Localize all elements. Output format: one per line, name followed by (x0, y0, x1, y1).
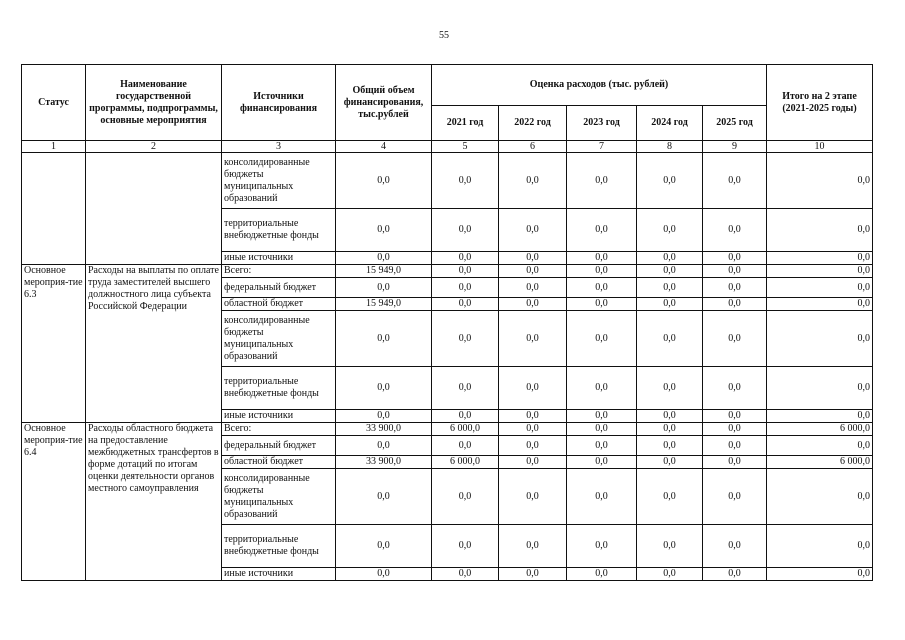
column-number: 4 (336, 141, 432, 153)
year-cell: 0,0 (432, 568, 499, 581)
header-name: Наименование государственной программы, подпрограммы, основные мероприятия (86, 65, 222, 141)
year-cell: 0,0 (637, 423, 703, 436)
stage-total-cell: 0,0 (767, 525, 873, 568)
name-cell-empty (86, 153, 222, 265)
header-year: 2022 год (499, 106, 567, 141)
column-number: 7 (567, 141, 637, 153)
stage-total-cell: 0,0 (767, 278, 873, 298)
column-number: 1 (22, 141, 86, 153)
header-year: 2023 год (567, 106, 637, 141)
year-cell: 0,0 (432, 153, 499, 209)
source-cell: федеральный бюджет (222, 436, 336, 456)
stage-total-cell: 0,0 (767, 436, 873, 456)
year-cell: 0,0 (703, 265, 767, 278)
source-cell: областной бюджет (222, 298, 336, 311)
year-cell: 0,0 (637, 568, 703, 581)
year-cell: 0,0 (567, 423, 637, 436)
header-year: 2024 год (637, 106, 703, 141)
source-cell: территориальные внебюджетные фонды (222, 525, 336, 568)
year-cell: 0,0 (703, 410, 767, 423)
year-cell: 0,0 (637, 525, 703, 568)
source-cell: консолидированные бюджеты муниципальных образований (222, 469, 336, 525)
year-cell: 0,0 (637, 298, 703, 311)
year-cell: 0,0 (637, 367, 703, 410)
year-cell: 0,0 (432, 298, 499, 311)
year-cell: 0,0 (567, 525, 637, 568)
year-cell: 0,0 (703, 209, 767, 252)
total-cell: 0,0 (336, 153, 432, 209)
source-cell: областной бюджет (222, 456, 336, 469)
year-cell: 0,0 (703, 278, 767, 298)
year-cell: 0,0 (637, 469, 703, 525)
stage-total-cell: 0,0 (767, 209, 873, 252)
year-cell: 0,0 (567, 469, 637, 525)
year-cell: 0,0 (499, 469, 567, 525)
year-cell: 0,0 (567, 311, 637, 367)
stage-total-cell: 0,0 (767, 252, 873, 265)
total-cell: 0,0 (336, 410, 432, 423)
year-cell: 0,0 (499, 436, 567, 456)
year-cell: 0,0 (567, 436, 637, 456)
status-cell: Основное мероприя-тие 6.3 (22, 265, 86, 423)
year-cell: 0,0 (637, 456, 703, 469)
column-number: 6 (499, 141, 567, 153)
year-cell: 0,0 (432, 252, 499, 265)
source-cell: иные источники (222, 410, 336, 423)
year-cell: 0,0 (499, 367, 567, 410)
table-header (22, 65, 873, 141)
status-cell-empty (22, 153, 86, 265)
total-cell: 0,0 (336, 525, 432, 568)
source-cell: Всего: (222, 265, 336, 278)
column-number: 10 (767, 141, 873, 153)
total-cell: 15 949,0 (336, 265, 432, 278)
year-cell: 6 000,0 (432, 423, 499, 436)
column-number: 5 (432, 141, 499, 153)
year-cell: 0,0 (703, 456, 767, 469)
year-cell: 0,0 (567, 278, 637, 298)
stage-total-cell: 0,0 (767, 298, 873, 311)
year-cell: 0,0 (567, 568, 637, 581)
source-cell: Всего: (222, 423, 336, 436)
total-cell: 33 900,0 (336, 456, 432, 469)
source-cell: территориальные внебюджетные фонды (222, 209, 336, 252)
header-year: 2021 год (432, 106, 499, 141)
year-cell: 0,0 (432, 209, 499, 252)
year-cell: 0,0 (432, 410, 499, 423)
year-cell: 0,0 (432, 525, 499, 568)
source-cell: консолидированные бюджеты муниципальных образований (222, 311, 336, 367)
stage-total-cell: 0,0 (767, 153, 873, 209)
year-cell: 0,0 (499, 456, 567, 469)
year-cell: 0,0 (637, 153, 703, 209)
source-cell: иные источники (222, 568, 336, 581)
year-cell: 0,0 (499, 209, 567, 252)
year-cell: 0,0 (499, 265, 567, 278)
total-cell: 0,0 (336, 367, 432, 410)
year-cell: 0,0 (703, 568, 767, 581)
year-cell: 0,0 (567, 410, 637, 423)
source-cell: консолидированные бюджеты муниципальных образований (222, 153, 336, 209)
year-cell: 0,0 (703, 298, 767, 311)
page-number: 55 (439, 30, 449, 41)
year-cell: 0,0 (499, 525, 567, 568)
measure-name-cell: Расходы на выплаты по оплате труда заместителей высшего должностного лица субъекта Российской Федерации (86, 265, 222, 423)
source-cell: федеральный бюджет (222, 278, 336, 298)
table-row (22, 265, 873, 278)
stage-total-cell: 0,0 (767, 568, 873, 581)
stage-total-cell: 0,0 (767, 469, 873, 525)
year-cell: 0,0 (637, 252, 703, 265)
year-cell: 0,0 (499, 311, 567, 367)
measure-name-cell: Расходы областного бюджета на предоставление межбюджетных трансфертов в форме дотаций по итогам оценки деятельности органов местного самоуправления (86, 423, 222, 581)
year-cell: 0,0 (499, 252, 567, 265)
year-cell: 0,0 (567, 153, 637, 209)
table-row (22, 153, 873, 209)
stage-total-cell: 0,0 (767, 410, 873, 423)
stage-total-cell: 0,0 (767, 311, 873, 367)
column-number: 8 (637, 141, 703, 153)
header-estimate: Оценка расходов (тыс. рублей) (432, 65, 767, 106)
status-cell: Основное мероприя-тие 6.4 (22, 423, 86, 581)
column-number: 2 (86, 141, 222, 153)
year-cell: 0,0 (637, 278, 703, 298)
source-cell: иные источники (222, 252, 336, 265)
stage-total-cell: 6 000,0 (767, 423, 873, 436)
year-cell: 0,0 (703, 525, 767, 568)
year-cell: 0,0 (637, 265, 703, 278)
total-cell: 15 949,0 (336, 298, 432, 311)
budget-table (21, 64, 873, 581)
column-numbers-row (22, 141, 873, 153)
total-cell: 0,0 (336, 278, 432, 298)
year-cell: 0,0 (499, 278, 567, 298)
stage-total-cell: 6 000,0 (767, 456, 873, 469)
year-cell: 0,0 (499, 298, 567, 311)
year-cell: 0,0 (499, 153, 567, 209)
year-cell: 0,0 (567, 367, 637, 410)
header-stage-total: Итого на 2 этапе (2021-2025 годы) (767, 65, 873, 141)
year-cell: 0,0 (703, 423, 767, 436)
year-cell: 0,0 (432, 278, 499, 298)
total-cell: 0,0 (336, 209, 432, 252)
year-cell: 0,0 (567, 298, 637, 311)
stage-total-cell: 0,0 (767, 367, 873, 410)
year-cell: 0,0 (703, 436, 767, 456)
year-cell: 0,0 (499, 568, 567, 581)
year-cell: 0,0 (432, 311, 499, 367)
year-cell: 0,0 (499, 423, 567, 436)
year-cell: 0,0 (432, 367, 499, 410)
header-total: Общий объем финансирования, тыс.рублей (336, 65, 432, 141)
header-status: Статус (22, 65, 86, 141)
year-cell: 0,0 (567, 252, 637, 265)
column-number: 9 (703, 141, 767, 153)
year-cell: 0,0 (703, 153, 767, 209)
year-cell: 0,0 (432, 265, 499, 278)
year-cell: 0,0 (567, 209, 637, 252)
header-year: 2025 год (703, 106, 767, 141)
year-cell: 0,0 (637, 209, 703, 252)
year-cell: 0,0 (567, 265, 637, 278)
total-cell: 0,0 (336, 568, 432, 581)
header-sources: Источники финансирования (222, 65, 336, 141)
year-cell: 0,0 (432, 436, 499, 456)
column-number: 3 (222, 141, 336, 153)
year-cell: 0,0 (432, 469, 499, 525)
table-row (22, 423, 873, 436)
total-cell: 0,0 (336, 252, 432, 265)
year-cell: 0,0 (703, 252, 767, 265)
year-cell: 0,0 (637, 436, 703, 456)
total-cell: 33 900,0 (336, 423, 432, 436)
source-cell: территориальные внебюджетные фонды (222, 367, 336, 410)
year-cell: 0,0 (637, 410, 703, 423)
year-cell: 0,0 (637, 311, 703, 367)
year-cell: 6 000,0 (432, 456, 499, 469)
year-cell: 0,0 (499, 410, 567, 423)
year-cell: 0,0 (703, 311, 767, 367)
total-cell: 0,0 (336, 436, 432, 456)
stage-total-cell: 0,0 (767, 265, 873, 278)
total-cell: 0,0 (336, 469, 432, 525)
year-cell: 0,0 (703, 367, 767, 410)
total-cell: 0,0 (336, 311, 432, 367)
year-cell: 0,0 (703, 469, 767, 525)
year-cell: 0,0 (567, 456, 637, 469)
